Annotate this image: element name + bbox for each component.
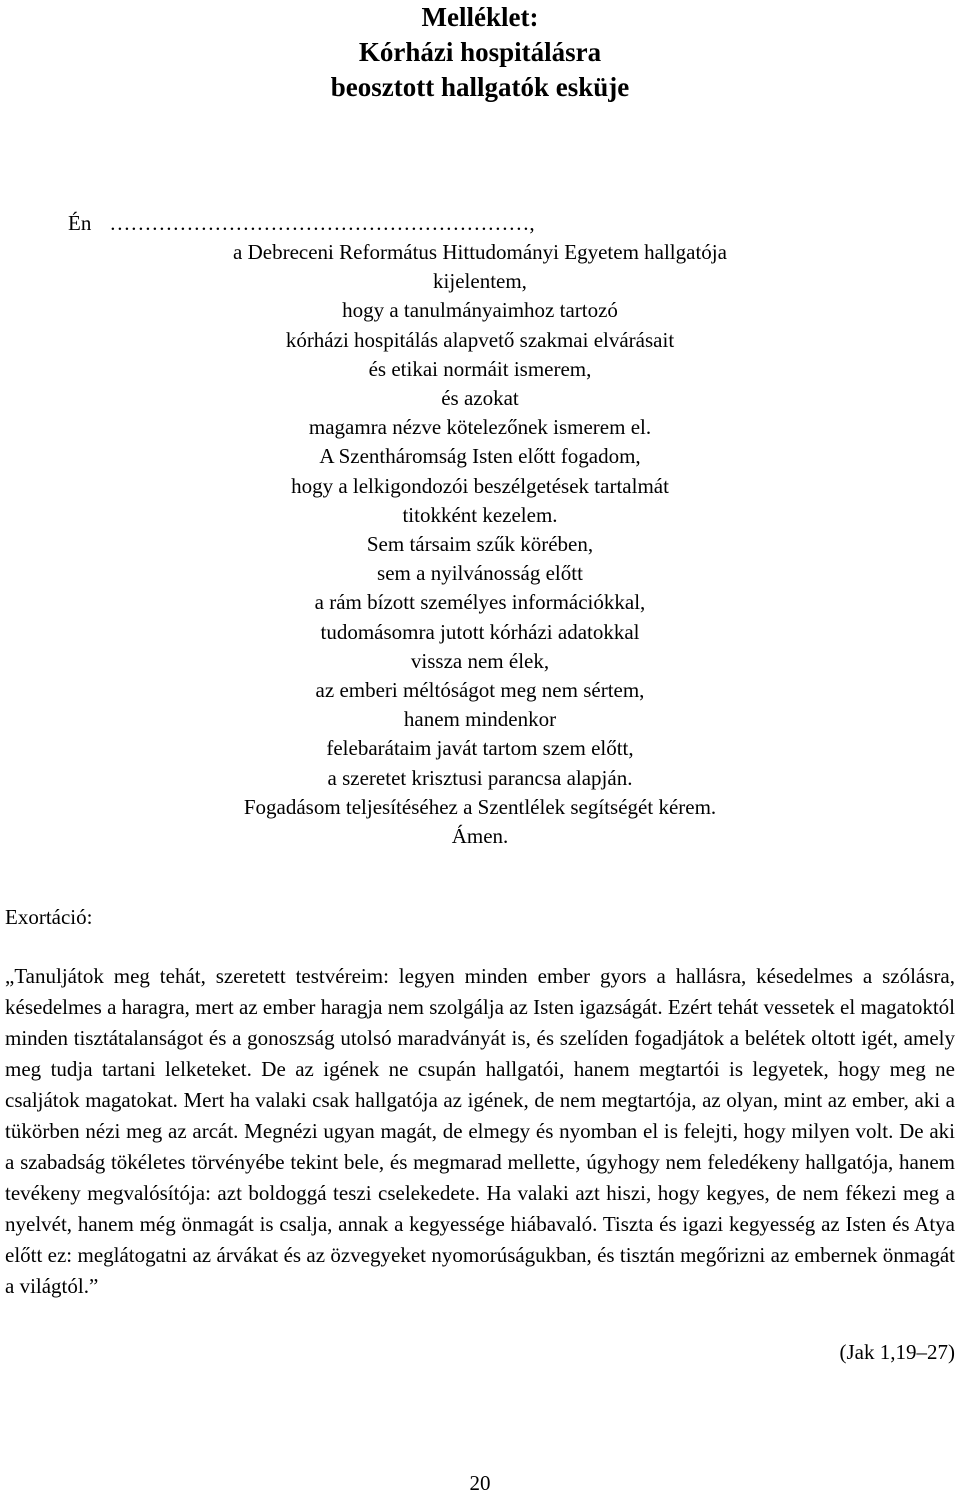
document-title xyxy=(0,0,960,105)
oath-line: kórházi hospitálás alapvető szakmai elvárásait xyxy=(285,327,675,352)
oath-line: Fogadásom teljesítéséhez a Szentlélek segítségét kérem. xyxy=(243,794,717,819)
oath-name-blank: ……………………………………………………, xyxy=(109,211,535,235)
oath-line: titokként kezelem. xyxy=(402,502,558,527)
oath-line: kijelentem, xyxy=(433,269,527,294)
oath-line: a szeretet krisztusi parancsa alapján. xyxy=(327,765,633,790)
oath-line: Sem társaim szűk körében, xyxy=(366,532,594,557)
oath-line: felebarátaim javát tartom szem előtt, xyxy=(326,736,634,761)
oath-line: hogy a lelkigondozói beszélgetések tartalmát xyxy=(291,473,669,498)
oath-line: az emberi méltóságot meg nem sértem, xyxy=(315,678,645,703)
oath-name-line xyxy=(68,209,898,238)
oath-line: magamra nézve kötelezőnek ismerem el. xyxy=(308,415,652,440)
scripture-quote: „Tanuljátok meg tehát, szeretett testvéreim: legyen minden ember gyors a hallásra, késedelmes a szólásra, késedelmes a haragra, mert az ember haragja nem szolgálja az Isten igazságát. Ezért tehát vessetek el magatoktól minden tisztátalanságot és a gonoszság utolsó maradványát is, és szelíden fogadjátok a belétek oltott igét, amely meg tudja tartani lelketeket. De az igének ne csupán hallgatói, hanem megtartói is legyetek, hogy meg ne csaljátok magatokat. Mert ha valaki csak hallgatója az igének, de nem megtartója, az olyan, mint az ember, aki a tükörben nézi meg az arcát. Megnézi ugyan magát, de elmegy és nyomban el is felejti, hogy milyen volt. De aki a szabadság tökéletes törvényébe tekint bele, és megmarad mellette, úgyhogy nem feledékeny hallgatója, hanem tevékeny megvalósítója: azt boldoggá teszi cselekedete. Ha valaki azt hiszi, hogy kegyes, de nem fékezi meg a nyelvét, hanem még önmagát is csalja, annak a kegyessége hiábavaló. Tiszta és igazi kegyesség az Isten és Atya előtt ez: meglátogatni az árvákat és az özvegyeket nyomorúságukban, és tisztán megőrizni az embernek önmagát a világtól.” xyxy=(5,964,955,1298)
title-line-2: Kórházi hospitálásra xyxy=(358,37,602,67)
scripture-reference: (Jak 1,19–27) xyxy=(839,1340,955,1364)
oath-line: tudomásomra jutott kórházi adatokkal xyxy=(320,619,640,644)
oath-line: hanem mindenkor xyxy=(403,707,557,732)
title-line-3: beosztott hallgatók esküje xyxy=(330,72,630,102)
title-line-1: Melléklet: xyxy=(421,2,539,32)
oath-line: hogy a tanulmányaimhoz tartozó xyxy=(342,298,618,323)
exortacio-label: Exortáció: xyxy=(5,905,93,929)
oath-text xyxy=(0,238,960,851)
oath-line: A Szentháromság Isten előtt fogadom, xyxy=(319,444,641,469)
oath-first-word: Én xyxy=(68,211,92,235)
oath-line: sem a nyilvánosság előtt xyxy=(377,561,583,586)
oath-line: és azokat xyxy=(441,386,519,411)
page-number: 20 xyxy=(469,1471,491,1495)
oath-line: vissza nem élek, xyxy=(410,648,550,673)
oath-line: a Debreceni Református Hittudományi Egyetem hallgatója xyxy=(233,240,727,264)
oath-line: a rám bízott személyes információkkal, xyxy=(314,590,646,615)
oath-line: és etikai normáit ismerem, xyxy=(368,356,592,381)
oath-line: Ámen. xyxy=(451,824,509,849)
